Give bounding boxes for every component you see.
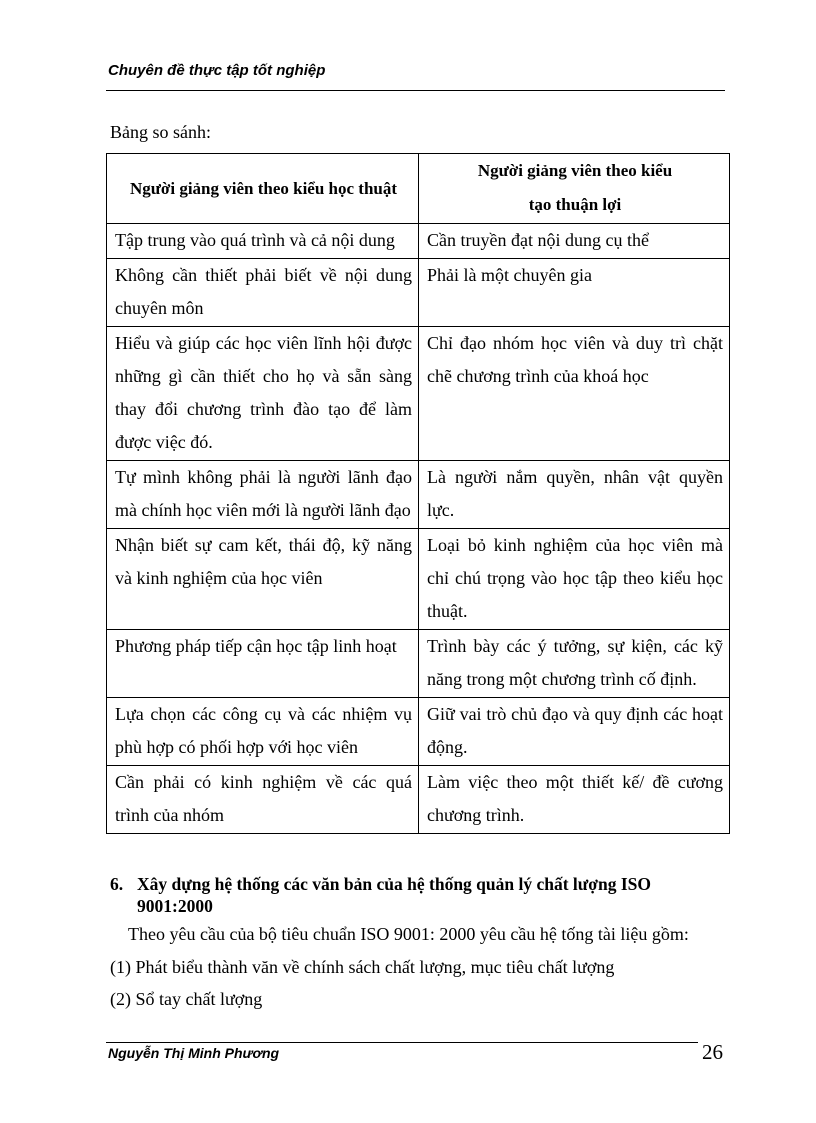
table-row [107, 259, 730, 327]
cell-facilitative: Hiểu và giúp các học viên lĩnh hội được những gì cần thiết cho họ và sẵn sàng thay đổi chương trình đào tạo để làm được việc đó. [107, 327, 419, 461]
comparison-table [106, 153, 730, 834]
cell-academic: Phải là một chuyên gia [419, 259, 730, 327]
header-academic: Người giảng viên theo kiểu học thuật [107, 154, 419, 224]
cell-academic: Chỉ đạo nhóm học viên và duy trì chặt chẽ chương trình của khoá học [419, 327, 730, 461]
table-row [107, 630, 730, 698]
table-row [107, 327, 730, 461]
table-header-row [107, 154, 730, 224]
cell-academic: Cần truyền đạt nội dung cụ thể [419, 224, 730, 259]
cell-academic: Là người nắm quyền, nhân vật quyền lực. [419, 461, 730, 529]
page-number: 26 [702, 1040, 723, 1064]
footer-author: Nguyễn Thị Minh Phương [108, 1045, 280, 1061]
cell-facilitative: Nhận biết sự cam kết, thái độ, kỹ năng và kinh nghiệm của học viên [107, 529, 419, 630]
section-heading [110, 873, 710, 917]
cell-facilitative: Cần phải có kinh nghiệm về các quá trình của nhóm [107, 766, 419, 834]
table-row [107, 766, 730, 834]
table-row [107, 224, 730, 259]
cell-facilitative: Tự mình không phải là người lãnh đạo mà chính học viên mới là người lãnh đạo [107, 461, 419, 529]
table-row [107, 529, 730, 630]
header-facilitative-line2: tạo thuận lợi [528, 195, 622, 214]
section-title: Xây dựng hệ thống các văn bản của hệ thống quản lý chất lượng ISO 9001:2000 [137, 874, 652, 916]
cell-academic: Loại bỏ kinh nghiệm của học viên mà chỉ chú trọng vào học tập theo kiểu học thuật. [419, 529, 730, 630]
table-row [107, 698, 730, 766]
list-item: (1) Phát biểu thành văn về chính sách chất lượng, mục tiêu chất lượng [110, 957, 615, 977]
table-row [107, 461, 730, 529]
header-facilitative [419, 154, 730, 224]
section-number: 6. [110, 874, 124, 894]
section-intro-paragraph: Theo yêu cầu của bộ tiêu chuẩn ISO 9001: 2000 yêu cầu hệ tống tài liệu gồm: [128, 924, 689, 944]
cell-facilitative: Tập trung vào quá trình và cả nội dung [107, 224, 419, 259]
header-rule [106, 90, 725, 91]
cell-academic: Giữ vai trò chủ đạo và quy định các hoạt động. [419, 698, 730, 766]
footer-rule [106, 1042, 698, 1043]
cell-facilitative: Không cần thiết phải biết về nội dung chuyên môn [107, 259, 419, 327]
cell-academic: Làm việc theo một thiết kế/ đề cương chương trình. [419, 766, 730, 834]
running-header-title: Chuyên đề thực tập tốt nghiệp [108, 62, 326, 79]
list-item: (2) Sổ tay chất lượng [110, 989, 263, 1009]
cell-facilitative: Phương pháp tiếp cận học tập linh hoạt [107, 630, 419, 698]
table-caption: Bảng so sánh: [110, 122, 211, 142]
header-facilitative-line1: Người giảng viên theo kiểu [477, 161, 673, 180]
cell-academic: Trình bày các ý tưởng, sự kiện, các kỹ năng trong một chương trình cố định. [419, 630, 730, 698]
cell-facilitative: Lựa chọn các công cụ và các nhiệm vụ phù hợp có phối hợp với học viên [107, 698, 419, 766]
